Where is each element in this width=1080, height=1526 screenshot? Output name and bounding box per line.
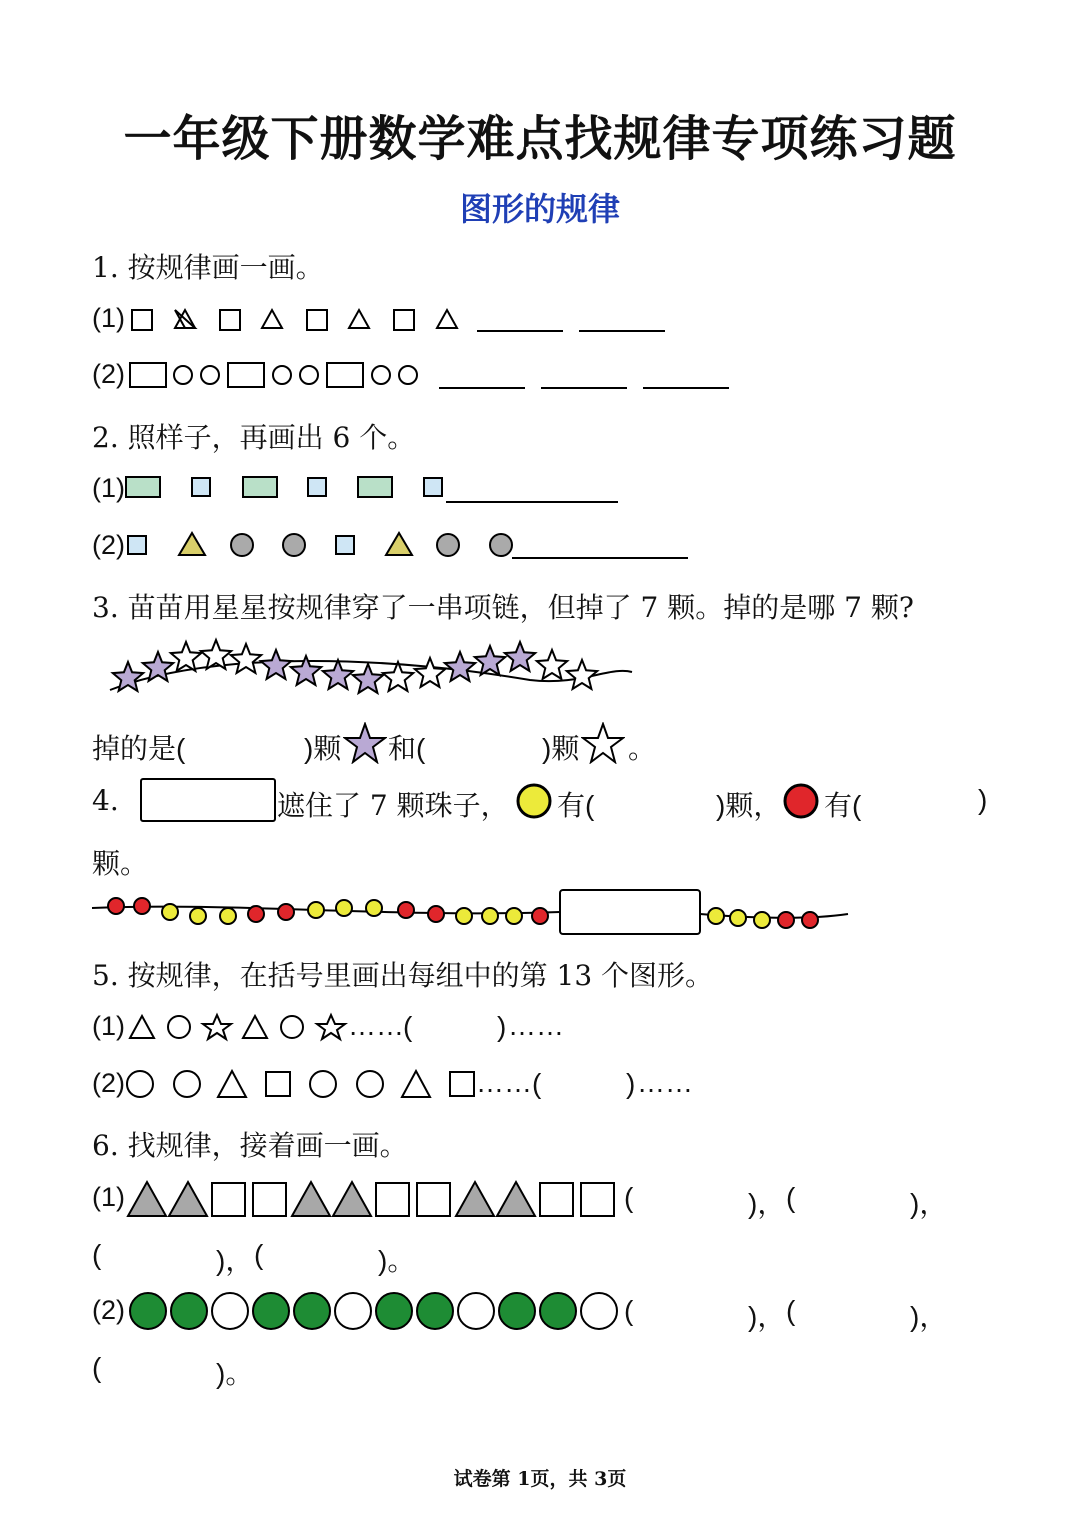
square-shape [376,1183,409,1216]
q3-answer-a: 掉的是( [92,733,186,764]
green-circle-shape [253,1293,289,1329]
page-subtitle: 图形的规律 [459,190,620,228]
question-5-text: 5. 按规律，在括号里画出每组中的第 13 个图形。 [92,959,714,992]
square-shape [220,310,240,330]
square-shape [212,1183,245,1216]
q6-paren-close: )， [216,1245,254,1276]
answer-blank[interactable] [643,387,729,389]
yellow-bead [336,900,352,916]
gray-triangle-shape [497,1182,535,1216]
red-bead [532,908,548,924]
white-circle-shape [458,1293,494,1329]
question-3-text: 3. 苗苗用星星按规律穿了一串项链，但掉了 7 颗。掉的是哪 7 颗? [92,591,914,624]
triangle-shape [262,310,282,328]
q6-paren-open: ( [786,1182,796,1213]
green-rectangle-shape [126,477,160,497]
yellow-bead [482,908,498,924]
square-shape [394,310,414,330]
triangle-shape [349,310,369,328]
square-shape [417,1183,450,1216]
yellow-triangle-shape [179,533,205,555]
q6-paren-close: )。 [216,1358,254,1389]
purple-star [323,660,353,689]
triangle-shape [130,1016,154,1038]
green-circle-shape [499,1293,535,1329]
purple-star [445,652,475,681]
q1-part1-shapes [128,300,468,340]
gray-triangle-shape [128,1182,166,1216]
q5-paren-open: ( [532,1068,542,1099]
q3-answer-end: 。 [628,733,657,764]
answer-line[interactable] [446,501,618,503]
q5-paren-close: ) [626,1068,636,1099]
green-rectangle-shape [358,477,392,497]
yellow-bead [708,908,724,924]
triangle-shape [243,1016,267,1038]
purple-star [261,650,291,679]
triangle-shape [218,1071,246,1097]
yellow-bead [730,910,746,926]
square-shape [450,1072,474,1096]
q5-part1-label: (1) [92,1011,125,1041]
q6-paren-open: ( [786,1295,796,1326]
circle-shape [174,366,192,384]
gray-circle-shape [437,534,459,556]
bead-string [88,884,858,944]
red-bead [248,906,264,922]
circle-shape [273,366,291,384]
white-circle-shape [581,1293,617,1329]
purple-star [475,646,505,675]
white-circle-shape [335,1293,371,1329]
q4-yellow-close: )颗， [716,790,782,821]
q6-paren-open: ( [92,1352,102,1383]
green-rectangle-shape [243,477,277,497]
purple-star [505,642,535,671]
q5-dots: …… [476,1067,532,1098]
page-footer: 试卷第 1页，共 3页 [453,1468,627,1490]
blue-square-shape [336,536,354,554]
rectangle-shape [228,363,264,387]
triangle-shape [402,1071,430,1097]
circle-shape [281,1016,303,1038]
green-circle-shape [417,1293,453,1329]
answer-blank[interactable] [477,330,563,332]
red-bead [278,904,294,920]
yellow-triangle-shape [386,533,412,555]
question-6-text: 6. 找规律，接着画一画。 [92,1129,408,1162]
red-bead [778,912,794,928]
answer-blank[interactable] [579,330,665,332]
red-bead [108,898,124,914]
cover-box-icon [140,778,276,822]
question-1-text: 1. 按规律画一画。 [92,251,324,284]
red-bead-icon [781,782,821,820]
green-circle-shape [540,1293,576,1329]
q6-paren-close: )， [910,1188,948,1219]
star-necklace [100,628,640,708]
green-circle-shape [130,1293,166,1329]
triangle-shape [175,310,195,328]
gray-triangle-shape [333,1182,371,1216]
purple-star [353,664,383,693]
yellow-bead [754,912,770,928]
q5-paren-open: ( [403,1011,413,1042]
q4-red-close: ) [978,784,988,815]
q2-part1-label: (1) [92,473,125,503]
square-shape [266,1072,290,1096]
yellow-bead [190,908,206,924]
yellow-bead [506,908,522,924]
gray-triangle-shape [292,1182,330,1216]
yellow-bead [366,900,382,916]
red-bead [802,912,818,928]
red-bead [134,898,150,914]
q5-part2-shapes [124,1064,479,1106]
gray-triangle-shape [169,1182,207,1216]
q5-dots: …… [348,1010,404,1041]
yellow-bead [308,902,324,918]
white-star [231,644,261,673]
answer-blank[interactable] [439,387,525,389]
white-star [415,658,445,687]
blue-square-shape [424,478,442,496]
circle-shape [300,366,318,384]
yellow-bead [220,908,236,924]
q1-part1-label: (1) [92,303,125,333]
q6-paren-open: ( [624,1295,634,1326]
q6-paren-open: ( [254,1239,264,1270]
green-circle-shape [294,1293,330,1329]
q3-answer-b: )颗 [304,733,342,764]
triangle-shape [437,310,457,328]
q5-part1-shapes [126,1008,351,1048]
yellow-bead [456,908,472,924]
square-shape [132,310,152,330]
q6-paren-close: )。 [378,1245,416,1276]
q1-part2-label: (2) [92,359,125,389]
star-shape [203,1015,231,1039]
q4-yellow-open: 有( [557,790,595,821]
red-bead [398,902,414,918]
gray-circle-shape [283,534,305,556]
cover-box [560,890,700,934]
q6-part1-label: (1) [92,1182,125,1212]
q6-paren-close: )， [748,1188,786,1219]
square-shape [253,1183,286,1216]
blue-square-shape [192,478,210,496]
circle-shape [168,1016,190,1038]
gray-triangle-shape [456,1182,494,1216]
question-4-number: 4. [92,784,119,817]
white-star [383,662,413,691]
circle-shape [399,366,417,384]
circle-shape [357,1071,383,1097]
white-star [567,660,597,689]
q6-paren-close: )， [748,1301,786,1332]
gray-circle-shape [490,534,512,556]
page-title: 一年级下册数学难点找规律专项练习题 [123,111,957,167]
answer-blank[interactable] [541,387,627,389]
q1-part2-shapes [128,356,428,396]
square-shape [581,1183,614,1216]
q2-part1-shapes [124,470,454,510]
purple-star-icon [343,722,387,764]
blue-square-shape [308,478,326,496]
red-bead [428,906,444,922]
q3-answer-d: )颗 [542,733,580,764]
square-shape [307,310,327,330]
q5-dots: …… [508,1010,564,1041]
blue-square-shape [128,536,146,554]
q5-paren-close: ) [497,1011,507,1042]
circle-shape [174,1071,200,1097]
white-star [537,650,567,679]
question-2-text: 2. 照样子，再画出 6 个。 [92,421,416,454]
q2-part2-shapes [124,527,519,567]
green-circle-shape [376,1293,412,1329]
q6-paren-close: )， [910,1301,948,1332]
q5-part2-label: (2) [92,1068,125,1098]
white-circle-shape [212,1293,248,1329]
rectangle-shape [327,363,363,387]
circle-shape [372,366,390,384]
q4-red-open: 有( [824,790,862,821]
green-circle-shape [171,1293,207,1329]
q4-text: 遮住了 7 颗珠子， [277,789,509,822]
circle-shape [127,1071,153,1097]
yellow-bead [162,904,178,920]
white-star [171,642,201,671]
q2-part2-label: (2) [92,530,125,560]
gray-circle-shape [231,534,253,556]
q6-paren-open: ( [624,1182,634,1213]
q6-part2-label: (2) [92,1295,125,1325]
q6-part1-shapes [126,1176,626,1222]
q6-paren-open: ( [92,1239,102,1270]
answer-line[interactable] [512,557,688,559]
q5-dots: …… [637,1067,693,1098]
circle-shape [310,1071,336,1097]
rectangle-shape [130,363,166,387]
circle-shape [201,366,219,384]
white-star-icon [581,722,625,764]
q3-answer-c: 和( [388,733,426,764]
q4-tail: 颗。 [92,847,149,880]
q6-part2-shapes [126,1288,626,1334]
star-shape [317,1015,345,1039]
yellow-bead-icon [514,782,554,820]
square-shape [540,1183,573,1216]
